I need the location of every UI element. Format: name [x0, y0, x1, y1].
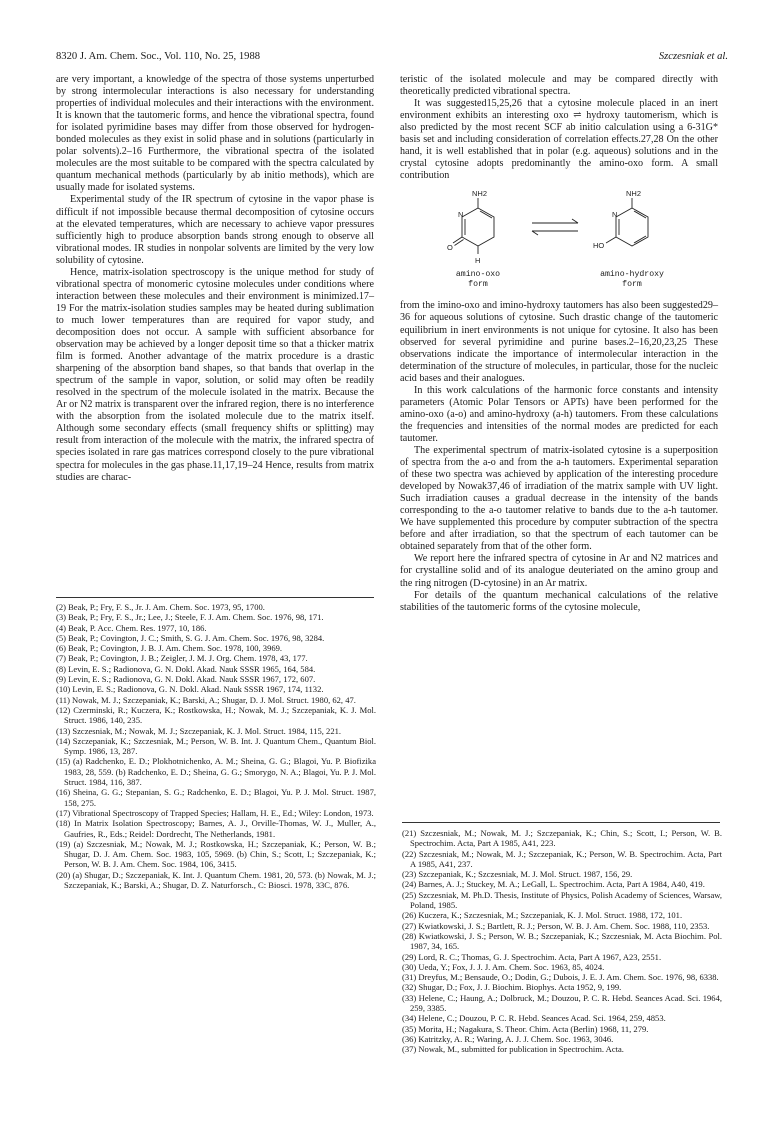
running-header [56, 50, 728, 64]
reference-entry: (31) Dreyfus, M.; Bensaude, O.; Dodin, G.; Dubois, J. E. J. Am. Chem. Soc. 1976, 98, 6338. [402, 972, 719, 983]
paragraph: We report here the infrared spectra of cytosine in Ar and N2 matrices and for crystalline solid and of its analogue deuteriated on the amino group and the ring nitrogen (D-cytosine) in an Ar matrix. [400, 553, 718, 589]
reference-entry: (21) Szczesniak, M.; Nowak, M. J.; Szczepaniak, K.; Chin, S.; Scott, I.; Person, W. B. Spectrochim. Acta, Part A 1985, A41, 223. [402, 828, 722, 849]
oxygen-label: O [447, 243, 453, 253]
reference-entry: (3) Beak, P.; Fry, F. S., Jr.; Lee, J.; Steele, F. J. Am. Chem. Soc. 1976, 98, 171. [56, 612, 324, 623]
paragraph: Experimental study of the IR spectrum of cytosine in the vapor phase is difficult if not impossible because thermal decomposition of cytosine occurs at the elevated temperatures, which are necessary to achieve vapor pressures sufficiently high to produce absorption bands strong enough to observe all vibrational modes. IR studies in nonpolar solvents are limited by the very low solubility of cytosine. [56, 194, 374, 266]
reference-entry: (28) Kwiatkowski, J. S.; Person, W. B.; Szczepaniak, K.; Szczesniak, M. Acta Biochim. Pol. 1987, 34, 165. [402, 930, 722, 952]
left-column [56, 74, 374, 484]
paragraph: The experimental spectrum of matrix-isolated cytosine is a superposition of spectra from the a-o and from the a-h tautomers. Experimental separation of these two spectra was achieved by application of the interesting procedure developed by Nowak37,46 of irradiation of the matrix sample with UV light. Such irradiation causes a gradual decrease in the intensity of the bands corresponding to the a-o tautomer relative to bands due to the a-h tautomer. We have supplemented this procedure by computer subtraction of the spectra before and after irradiation, so that the spectrum of each tautomer can be obtained separately from that of the other form. [400, 444, 718, 553]
paragraph: For details of the quantum mechanical calculations of the relative stabilities of the tautomeric forms of the cytosine molecule, [400, 589, 718, 613]
reference-entry: (25) Szczesniak, M. Ph.D. Thesis, Institute of Physics, Polish Academy of Sciences, Warsaw, Poland, 1985. [402, 889, 722, 911]
paragraph: In this work calculations of the harmonic force constants and intensity parameters (Atomic Polar Tensors or APTs) have been performed for the amino-oxo (a-o) and amino-hydroxy (a-h) tautomers. From these calculations the frequencies and intensities of the normal modes are predicted for each tautomer. [400, 384, 718, 444]
reference-entry: (15) (a) Radchenko, E. D.; Plokhotnichenko, A. M.; Sheina, G. G.; Blagoi, Yu. P. Biofizika 1983, 28, 559. (b) Radchenko, E. D.; Sheina, G. G.; Smorygo, N. A.; Blagoi, Yu. P. J. Mol. Struct. 1984, 116, 387. [56, 756, 376, 788]
tautomer-scheme [400, 186, 718, 298]
tautomer-structures-figure [400, 186, 718, 270]
paragraph: Hence, matrix-isolation spectroscopy is the unique method for study of vibrational spectra of monomeric cytosine molecules under conditions where interaction between these molecules and their environment is minimized.17–19 For the matrix-isolation studies samples may be heated during sublimation to much lower temperatures than are required for vapor study, and decomposition does not occur. A sample with sufficient absorbance for observation may be achieved by a longer deposit time so that a thicker matrix film is formed. Another advantage of the matrix procedure is a drastic sharpening of the absorption band shapes, so that bands that overlap in the spectrum of the sample in vapor, solution, or solid may often be readily resolved in the spectrum of the molecule isolated in the matrix. Because the Ar or N2 matrix is transparent over the infrared region, there is no interference with the absorption from the isolated molecule due to the matrix itself. Although some secondary effects (small frequency shifts or splitting) may result from interaction of the molecule with the matrix, the infrared spectra of species isolated in rare gas matrices correspond closely to the pure vibrational spectra for molecules in the gas phase.11,17,19–24 Hence, results from matrix studies are charac- [56, 266, 374, 483]
ring-n-label: N [458, 210, 464, 220]
reference-entry: (37) Nowak, M., submitted for publication in Spectrochim. Acta. [402, 1044, 624, 1055]
reference-entry: (2) Beak, P.; Fry, F. S., Jr. J. Am. Chem. Soc. 1973, 95, 1700. [56, 602, 265, 612]
reference-entry: (19) (a) Szczesniak, M.; Nowak, M. J.; Rostkowska, H.; Szczepaniak, K.; Person, W. B.; Shugar, D. J. Am. Chem. Soc. 1983, 105, 5969. (b) Chin, S.; Scott, I.; Szczepaniak, K.; Person, W. B. J. Am. Chem. Soc. 1984, 106, 3415. [56, 838, 376, 870]
reference-entry: (12) Czerminski, R.; Kuczera, K.; Rostkowska, H.; Nowak, M. J.; Szczepaniak, K. J. Mol. Struct. 1986, 140, 235. [56, 704, 376, 726]
reference-entry: (27) Kwiatkowski, J. S.; Bartlett, R. J.; Person, W. B. J. Am. Chem. Soc. 1988, 110, 2353. [402, 920, 710, 931]
footnote-rule [402, 822, 720, 823]
reference-entry: (6) Beak, P.; Covington, J. B. J. Am. Chem. Soc. 1978, 100, 3969. [56, 643, 283, 654]
references-right [402, 828, 722, 1055]
reference-entry: (9) Levin, E. S.; Radionova, G. N. Dokl. Akad. Nauk SSSR 1967, 172, 607. [56, 674, 316, 685]
reference-entry: (8) Levin, E. S.; Radionova, G. N. Dokl. Akad. Nauk SSSR 1965, 164, 584. [56, 663, 316, 674]
reference-entry: (29) Lord, R. C.; Thomas, G. J. Spectrochim. Acta, Part A 1967, A23, 2551. [402, 951, 662, 962]
nh2-label: NH2 [626, 189, 642, 199]
paragraph: teristic of the isolated molecule and may be compared directly with theoretically predicted vibrational spectra. [400, 74, 718, 98]
reference-entry: (30) Ueda, Y.; Fox, J. J. J. Am. Chem. Soc. 1963, 85, 4024. [402, 961, 605, 972]
reference-entry: (17) Vibrational Spectroscopy of Trapped Species; Hallam, H. E., Ed.; Wiley: London, 1973. [56, 807, 374, 818]
reference-entry: (24) Barnes, A. J.; Stuckey, M. A.; LeGall, L. Spectrochim. Acta, Part A 1984, A40, 419. [402, 879, 705, 890]
reference-entry: (34) Helene, C.; Douzou, P. C. R. Hebd. Seances Acad. Sci. 1964, 259, 4853. [402, 1013, 666, 1024]
references-left [56, 602, 376, 890]
reference-entry: (32) Shugar, D.; Fox, J. J. Biochim. Biophys. Acta 1952, 9, 199. [402, 982, 622, 993]
reference-entry: (33) Helene, C.; Haung, A.; Dolbruck, M.; Douzou, P. C. R. Hebd. Seances Acad. Sci. 1964, 259, 3385. [402, 992, 722, 1014]
reference-entry: (35) Morita, H.; Nagakura, S. Theor. Chim. Acta (Berlin) 1968, 11, 279. [402, 1023, 649, 1034]
right-column [400, 74, 718, 614]
amino-oxo-caption: amino-oxo form [455, 270, 501, 290]
reference-entry: (7) Beak, P.; Covington, J. B.; Zeigler, J. M. J. Org. Chem. 1978, 43, 177. [56, 653, 308, 664]
reference-entry: (5) Beak, P.; Covington, J. C.; Smith, S. G. J. Am. Chem. Soc. 1976, 98, 3284. [56, 632, 325, 643]
reference-entry: (13) Szczesniak, M.; Nowak, M. J.; Szczepaniak, K. J. Mol. Struct. 1984, 115, 221. [56, 725, 342, 736]
reference-entry: (16) Sheina, G. G.; Stepanian, S. G.; Radchenko, E. D.; Blagoi, Yu. P. J. Mol. Struct. 1987, 158, 275. [56, 787, 376, 808]
hydroxy-label: HO [593, 241, 605, 251]
h-label: H [475, 256, 481, 266]
journal-citation: 8320 J. Am. Chem. Soc., Vol. 110, No. 25, 1988 [56, 51, 261, 62]
reference-entry: (18) In Matrix Isolation Spectroscopy; Barnes, A. J., Orville-Thomas, W. J., Muller, A., Gaufries, R., Eds.; Reidel: Dordrecht, The Netherlands, 1981. [56, 818, 376, 839]
paragraph: are very important, a knowledge of the spectra of those systems unperturbed by strong intermolecular interactions is also necessary for understanding properties of individual molecules and their interactions with the environment. It is known that the tautomeric forms, and hence the vibrational spectra, found for isolated pyrimidine bases may differ from those observed for hydrogen-bonded molecules as they exist in solid phase and in solutions (particularly in polar solvents).2–16 Furthermore, the vibrational spectra of the isolated molecules are the most suitable to be compared with the spectra calculated by quantum mechanical methods (particularly by ab initio methods), which are usually made for isolated systems. [56, 74, 374, 194]
reference-entry: (14) Szczepaniak, K.; Szczesniak, M.; Person, W. B. Int. J. Quantum Chem., Quantum Biol. Symp. 1986, 13, 287. [56, 735, 376, 757]
reference-entry: (10) Levin, E. S.; Radionova, G. N. Dokl. Akad. Nauk SSSR 1967, 174, 1132. [56, 684, 324, 695]
footnote-rule [56, 597, 374, 598]
reference-entry: (22) Szczesniak, M.; Nowak, M. J.; Szczepaniak, K.; Person, W. B. Spectrochim. Acta, Part A 1985, A41, 237. [402, 848, 722, 869]
reference-entry: (11) Nowak, M. J.; Szczepaniak, K.; Barski, A.; Shugar, D. J. Mol. Struct. 1980, 62, 47. [56, 694, 356, 705]
amino-hydroxy-caption: amino-hydroxy form [600, 270, 664, 290]
reference-entry: (26) Kuczera, K.; Szczesniak, M.; Szczepaniak, K. J. Mol. Struct. 1988, 172, 101. [402, 910, 683, 921]
nh2-label: NH2 [472, 189, 488, 199]
paragraph: from the imino-oxo and imino-hydroxy tautomers has also been suggested29–36 for aqueous solutions of cytosine. Such drastic change of the tautomeric equilibrium in inert environments is not unique for cytosine. It also has been observed for several pyrimidine and purine bases.2–16,20,23,25 These observations indicate the importance of intermolecular interaction in the determination of the structure of molecules, in particular, those for the nucleic acid bases and their analogues. [400, 300, 718, 384]
reference-entry: (23) Szczepaniak, K.; Szczesniak, M. J. Mol. Struct. 1987, 156, 29. [402, 869, 633, 880]
author-running-title: Szczesniak et al. [658, 51, 728, 62]
reference-entry: (20) (a) Shugar, D.; Szczepaniak, K. Int. J. Quantum Chem. 1981, 20, 573. (b) Nowak, M. J.; Szczepaniak, K.; Barski, A.; Shugar, D. Z. Naturforsch., C: Biosci. 1978, 33C, 876. [56, 869, 376, 891]
paragraph: It was suggested15,25,26 that a cytosine molecule placed in an inert environment exhibits an interesting oxo ⇌ hydroxy tautomerism, which is also predicted by the most recent SCF ab initio calculation using a 6-31G* basis set and including consideration of correlation effects.27,28 On the other hand, it is well established that in polar (e.g. aqueous) solutions and in the crystal cytosine adopts predominantly the amino-oxo form. A small contribution [400, 98, 718, 182]
reference-entry: (36) Katritzky, A. R.; Waring, A. J. J. Chem. Soc. 1963, 3046. [402, 1033, 614, 1044]
ring-n-label: N [612, 210, 618, 220]
reference-entry: (4) Beak, P. Acc. Chem. Res. 1977, 10, 186. [56, 622, 207, 633]
